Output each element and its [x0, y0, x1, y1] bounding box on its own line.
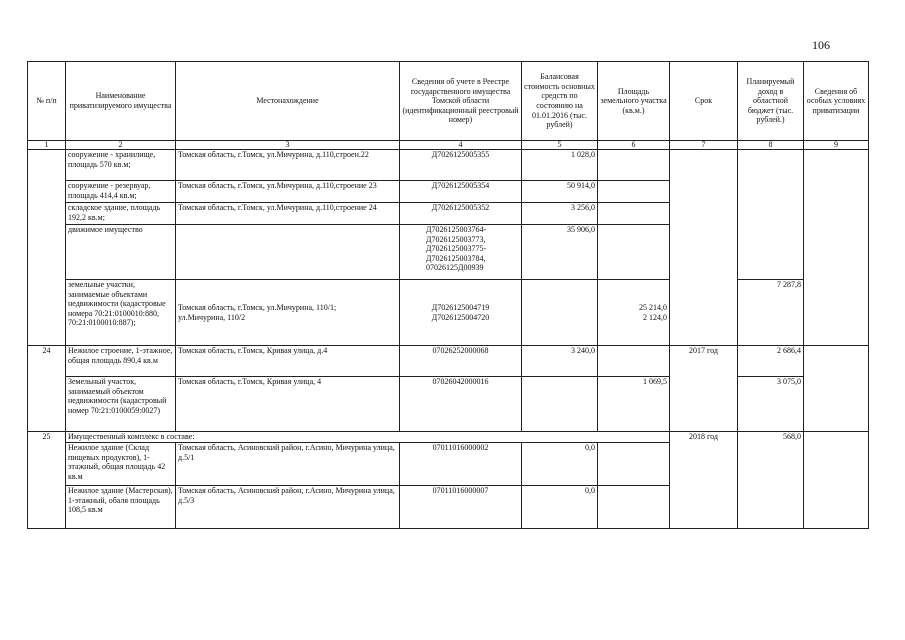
column-number: 1 [28, 141, 66, 150]
column-number: 2 [66, 141, 176, 150]
name-cell: движимое имущество [66, 225, 176, 280]
balance-cell [522, 377, 598, 432]
registry-cell: Д7026125004719 Д7026125004720 [400, 280, 522, 346]
income-cell: 7 287,8 [738, 280, 804, 346]
term-cell: 2018 год [670, 432, 738, 529]
table-row [28, 150, 869, 181]
balance-cell: 50 914,0 [522, 181, 598, 203]
location-cell: Томская область, г.Томск, ул.Мичурина, д.110,строение 24 [176, 203, 400, 225]
table-row [28, 280, 869, 346]
area-cell [598, 203, 670, 225]
column-number: 8 [738, 141, 804, 150]
name-cell: Земельный участок, занимаемый объектом недвижимости (кадастровый номер 70:21:0100059:0027) [66, 377, 176, 432]
registry-cell: 07026042000016 [400, 377, 522, 432]
registry-cell: 07011016000002 [400, 443, 522, 486]
column-number-row [28, 141, 869, 150]
column-number: 3 [176, 141, 400, 150]
area-cell [598, 346, 670, 377]
registry-cell: 07026252000068 [400, 346, 522, 377]
header-cell-area: Площадь земельного участка (кв.м.) [598, 62, 670, 141]
name-cell: земельные участки, занимаемые объектами недвижимости (кадастровые номера 70:21:0100010:880, 70:21:0100010:887); [66, 280, 176, 346]
location-cell: Томская область, г.Томск, Кривая улица, 4 [176, 377, 400, 432]
area-cell [598, 443, 670, 486]
location-cell: Томская область, г.Томск, ул.Мичурина, д.110,строен.22 [176, 150, 400, 181]
header-cell-num: № п/п [28, 62, 66, 141]
table-row [28, 377, 869, 432]
area-cell: 1 069,5 [598, 377, 670, 432]
table-row [28, 346, 869, 377]
privatization-table [27, 61, 869, 529]
header-cell-registry: Сведения об учете в Реестре государственного имущества Томской области (идентификационный реестровый номер) [400, 62, 522, 141]
location-cell [176, 225, 400, 280]
income-cell [738, 150, 804, 280]
balance-cell: 1 028,0 [522, 150, 598, 181]
name-cell: Нежилое здание (Мастерская), 1-этажный, обаля площадь 108,5 кв.м [66, 486, 176, 529]
name-cell: складское здание, площадь 192,2 кв.м; [66, 203, 176, 225]
area-cell [598, 225, 670, 280]
balance-cell: 0,0 [522, 443, 598, 486]
header-cell-term: Срок [670, 62, 738, 141]
name-cell: Нежилое строение, 1-этажное, общая площадь 890,4 кв.м [66, 346, 176, 377]
table-row [28, 432, 869, 443]
complex-title-cell: Имущественный комплекс в составе: [66, 432, 670, 443]
row-number-cell: 24 [28, 346, 66, 432]
balance-cell [522, 280, 598, 346]
name-cell: Нежилое здание (Склад пищевых продуктов), 1-этажный, общая площадь 42 кв.м [66, 443, 176, 486]
column-number: 4 [400, 141, 522, 150]
term-cell [670, 150, 738, 346]
column-number: 7 [670, 141, 738, 150]
income-cell: 568,0 [738, 432, 804, 529]
column-number: 6 [598, 141, 670, 150]
area-cell [598, 486, 670, 529]
header-cell-name: Наименование приватизируемого имущества [66, 62, 176, 141]
row-number-cell: 25 [28, 432, 66, 529]
registry-cell: Д7026125005355 [400, 150, 522, 181]
balance-cell: 3 240,0 [522, 346, 598, 377]
balance-cell: 0,0 [522, 486, 598, 529]
term-cell: 2017 год [670, 346, 738, 432]
location-cell: Томская область, г.Томск, ул.Мичурина, 110/1; ул.Мичурина, 110/2 [176, 280, 400, 346]
page-number: 106 [812, 38, 830, 52]
balance-cell: 3 256,0 [522, 203, 598, 225]
location-cell: Томская область, г.Томск, ул.Мичурина, д.110,строение 23 [176, 181, 400, 203]
table-header-row [28, 62, 869, 141]
location-cell: Томская область, Асиновский район, г.Асино, Мичурина улица, д.5/3 [176, 486, 400, 529]
conditions-cell [804, 150, 869, 346]
header-cell-location: Местонахождение [176, 62, 400, 141]
registry-cell: Д7026125003764- Д7026125003773, Д7026125003775- Д7026125003784, 07026125Д00939 [400, 225, 522, 280]
conditions-cell [804, 432, 869, 529]
location-cell: Томская область, Асиновский район, г.Асино, Мичурина улица, д.5/1 [176, 443, 400, 486]
registry-cell: Д7026125005352 [400, 203, 522, 225]
header-cell-balance: Балансовая стоимость основных средств по состоянию на 01.01.2016 (тыс. рублей) [522, 62, 598, 141]
income-cell: 3 075,0 [738, 377, 804, 432]
area-cell [598, 150, 670, 181]
area-cell: 25 214,0 2 124,0 [598, 280, 670, 346]
header-cell-income: Планируемый доход в областной бюджет (тыс. рублей.) [738, 62, 804, 141]
row-number-cell [28, 150, 66, 346]
header-cell-conditions: Сведения об особых условиях приватизации [804, 62, 869, 141]
location-cell: Томская область, г.Томск, Кривая улица, д.4 [176, 346, 400, 377]
income-cell: 2 686,4 [738, 346, 804, 377]
registry-cell: 07011016000007 [400, 486, 522, 529]
conditions-cell [804, 346, 869, 432]
registry-cell: Д7026125005354 [400, 181, 522, 203]
name-cell: сооружение - хранилище, площадь 570 кв.м; [66, 150, 176, 181]
balance-cell: 35 906,0 [522, 225, 598, 280]
column-number: 5 [522, 141, 598, 150]
area-cell [598, 181, 670, 203]
name-cell: сооружение - резервуар, площадь 414,4 кв.м; [66, 181, 176, 203]
column-number: 9 [804, 141, 869, 150]
